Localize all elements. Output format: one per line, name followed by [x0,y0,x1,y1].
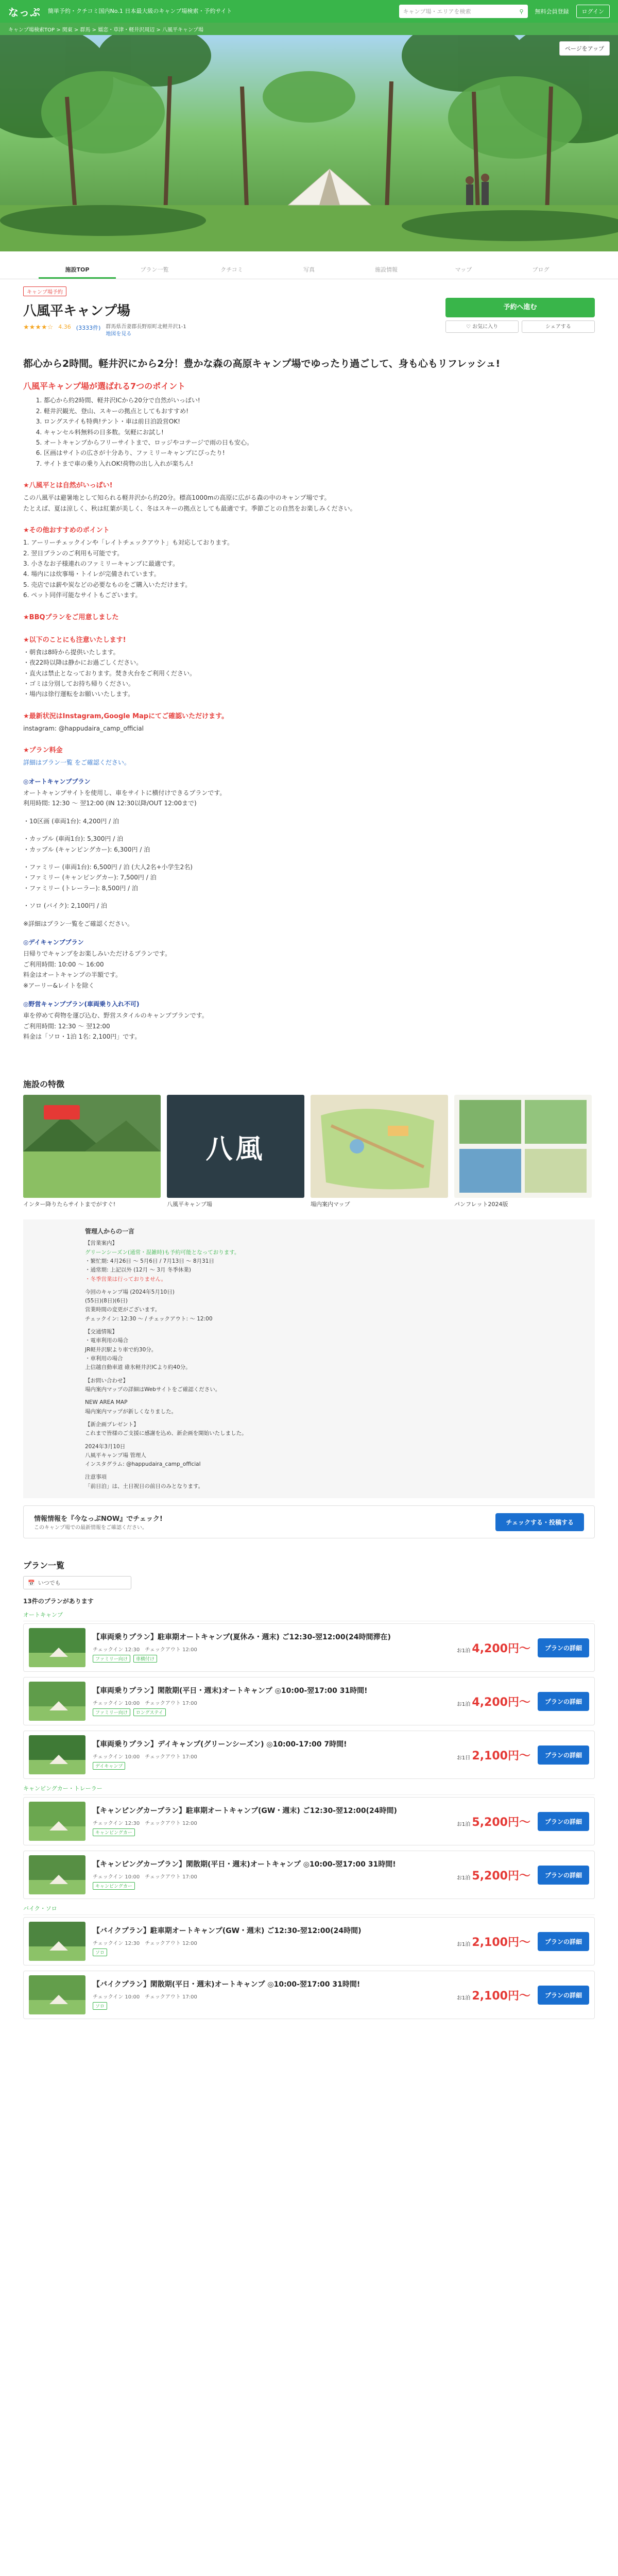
plan-checkin-times: チェックイン 10:00 チェックアウト 17:00 [93,1994,197,2000]
forest-photo [0,35,618,251]
notes-line: ・冬季営業は行っておりません。 [85,1276,167,1282]
plan-name[interactable]: 【バイクプラン】閑散期(平日・週末)オートキャンプ ◎10:00-翌17:00 31時間! [93,1980,360,1989]
block-line: 料金はオートキャンプの半額です。 [23,971,122,979]
plan-checkin-times: チェックイン 12:30 チェックアウト 12:00 [93,1647,197,1653]
breadcrumb[interactable]: キャンプ場検索TOP > 関東 > 群馬 > 嬬恋・草津・軽井沢周辺 > 八風平キャンプ場 [0,23,618,35]
date-filter-value: いつでも [38,1580,61,1587]
plan-info [93,1806,450,1836]
plan-tags [93,1708,450,1716]
list-item: 5. オートキャンプからフリーサイトまで、ロッジやコテージで雨の日も安心。 [44,437,595,448]
facility-card[interactable] [311,1095,448,1208]
plan-tags [93,1762,450,1770]
address-block [106,324,186,338]
section-title: ★以下のことにも注意いたします! [23,636,126,644]
plan-image [29,1628,85,1667]
facilities-row [23,1095,595,1208]
notes-line: ・車利用の場合 [85,1355,123,1362]
notes-line: これまで皆様のご支援に感謝を込め、新企画を開始いたしました。 [85,1430,247,1437]
spacer [23,911,595,919]
plan-price-value: 5,200円〜 [472,1816,530,1829]
plan-name[interactable]: 【バイクプラン】駐車期オートキャンプ(GW・週末) ご12:30-翌12:00(24時間) [93,1927,362,1936]
section-line: ・夜22時以降は静かにお過ごしください。 [23,659,143,667]
block-line: ・10区画 (車両1台): 4,200円 / 泊 [23,817,119,825]
spacer [85,1284,548,1288]
napnow-cta [23,1505,595,1538]
review-count-link[interactable]: (3333件) [76,325,101,331]
plan-tag: ファミリー向け [93,1655,130,1663]
hero-image [0,35,618,251]
tab-blog[interactable]: ブログ [532,266,550,273]
plan-detail-button[interactable]: プランの詳細 [538,1692,589,1711]
tab-photos[interactable]: 写真 [303,266,315,273]
notes-line: 上信越自動車道 碓氷軽井沢ICより約40分。 [85,1364,191,1371]
plan-tags [93,1882,450,1890]
tab-bar [0,261,618,279]
tab-facility-info[interactable]: 施設情報 [375,266,398,273]
plan-price [457,1934,530,1950]
notes-line: 「前日泊」は、土日祝日の前日のみとなります。 [85,1483,204,1489]
facility-image [23,1095,161,1198]
plans-title: プラン一覧 [23,1561,65,1571]
section-line: 1. アーリーチェックインや「レイトチェックアウト」も対応しております。 [23,539,234,547]
plan-tag: ソロ [93,2002,107,2010]
plan-image [29,1802,85,1841]
cta-subtitle: このキャンプ場での最新情報をご確認ください。 [34,1525,147,1531]
section-line: ・直火は禁止となっております。焚き火台をご利用ください。 [23,669,196,677]
facility-logo-text: 八風 [205,1133,266,1165]
plan-detail-button[interactable]: プランの詳細 [538,1812,589,1831]
plan-tag: デイキャンプ [93,1762,125,1770]
list-item: 7. サイトまで車の乗り入れOK!荷物の出し入れが楽ちん! [44,459,595,469]
list-item: 3. ロングステイも特典!テント・車は前日泊設営OK! [44,416,595,427]
notes-line: JR軽井沢駅より車で約30分。 [85,1346,157,1353]
facility-caption: インター降りたらサイトまでがすぐ! [23,1201,116,1208]
plan-groups [23,1611,595,2019]
list-item: 6. 区画はサイトの広さが十分あり、ファミリーキャンプにぴったり! [44,448,595,458]
plan-price-label: お1泊 [456,1875,471,1881]
plan-name[interactable]: 【キャンピングカープラン】駐車期オートキャンプ(GW・週末) ご12:30-翌12:00(24時間) [93,1807,397,1816]
plan-price-value: 5,200円〜 [472,1869,530,1883]
notes-line: 場内案内マップの詳細はWebサイトをご確認ください。 [85,1386,221,1393]
facility-caption: 場内案内マップ [311,1201,350,1208]
plan-tags [93,1948,450,1956]
plans-list [23,1576,595,2019]
list-item: 1. 都心から約2時間、軽井沢ICから20分で自然がいっぱい! [44,395,595,405]
block-line: 料金は「ソロ・1泊 1名: 2,100円」です。 [23,1033,141,1041]
plan-detail-button[interactable]: プランの詳細 [538,1866,589,1885]
plan-group-title: バイク・ソロ [23,1904,595,1915]
section-line: ・場内は徐行運転をお願いいたします。 [23,690,134,698]
plan-detail-button[interactable]: プランの詳細 [538,1986,589,2005]
spacer [85,1324,548,1328]
section-title: ★最新状況はInstagram,Google Mapにてご確認いただけます。 [23,712,229,720]
plan-image [29,1855,85,1894]
notes-line: 【新企画プレゼント】 [85,1421,139,1428]
plan-price-value: 2,100円〜 [472,1936,530,1949]
plan-price-label: お1日 [456,1755,471,1761]
register-link[interactable]: 無料会員登録 [535,8,569,15]
facility-card[interactable] [454,1095,592,1208]
site-tagline: 簡単予約・クチコミ国内No.1 日本最大級のキャンプ場検索・予約サイト [48,8,232,15]
fee-title: ★プラン料金 [23,747,63,755]
address-text: 群馬県吾妻郡長野原町北軽井沢1-1 [106,324,186,330]
rating-stars: ★★★★☆ [23,324,54,331]
tab-top[interactable]: 施設TOP [39,261,116,279]
plan-name[interactable]: 【キャンピングカープラン】閑散期(平日・週末)オートキャンプ ◎10:00-翌17:00 31時間! [93,1860,396,1869]
plan-price-label: お1泊 [456,1995,471,2001]
list-item: 4. キャンセル料無料の日多数。気軽にお試し! [44,427,595,437]
section-line: 5. 売店では薪や炭などの必要なものをご購入いただけます。 [23,581,192,588]
rating-value: 4.36 [58,324,71,330]
plan-group-title: オートキャンプ [23,1611,595,1621]
plan-price [457,1693,530,1709]
plan-detail-button[interactable]: プランの詳細 [538,1745,589,1765]
notes-title: 管理人からの一言 [85,1228,135,1235]
section-line: 4. 場内には炊事場・トイレが完備されています。 [23,570,160,578]
block-line: ・ソロ (バイク): 2,100円 / 泊 [23,902,107,910]
facility-image [311,1095,448,1198]
plan-price-value: 2,100円〜 [472,1749,530,1762]
plan-tags [93,2002,450,2010]
plan-checkin-times: チェックイン 12:30 チェックアウト 12:00 [93,1820,197,1826]
plan-count: 13件のプランがあります [23,1598,94,1605]
plan-card[interactable] [23,1677,595,1725]
notes-line: (55日)(8日)(6日) [85,1298,128,1304]
tab-reviews[interactable]: クチコミ [220,266,243,273]
section-line: この八風平は避暑地として知られる軽井沢から約20分。標高1000mの高原に広がる森の中のキャンプ場です。 [23,494,331,502]
facility-caption: 八風平キャンプ場 [167,1201,212,1208]
category-badge: キャンプ場予約 [23,286,66,296]
plan-price-value: 2,100円〜 [472,1989,530,2003]
plan-tags [93,1828,450,1836]
block-line: ・カップル (車両1台): 5,300円 / 泊 [23,835,124,843]
cta-button[interactable]: チェックする・投稿する [495,1513,584,1531]
block-line: ご利用時間: 10:00 〜 16:00 [23,960,104,968]
plan-tag: キャンピングカー [93,1882,135,1890]
block-line: 車を停めて荷物を運び込む、野営スタイルのキャンププランです。 [23,1012,208,1020]
description [23,355,595,1042]
section-line: ・朝食は8時から提供いたします。 [23,648,119,656]
plan-card[interactable] [23,1851,595,1899]
search-icon[interactable]: ⚲ [519,8,524,15]
plan-tags [93,1655,450,1663]
tab-map[interactable]: マップ [455,266,472,273]
notes-line: チェックイン: 12:30 〜 / チェックアウト: 〜 12:00 [85,1315,213,1322]
block-line: ※アーリー&レイトを除く [23,981,95,989]
plan-info [93,1926,450,1956]
plan-info [93,1633,450,1663]
facilities-title: 施設の特徴 [23,1079,65,1090]
plan-detail-button[interactable]: プランの詳細 [538,1638,589,1657]
spacer [85,1416,548,1420]
date-filter[interactable] [23,1576,131,1589]
section-line: ・ゴミは分別してお持ち帰りください。 [23,680,135,687]
notes-line: 【お問い合わせ】 [85,1377,128,1384]
plan-info [93,1740,450,1770]
plan-card[interactable] [23,1971,595,2019]
plan-price [457,1814,530,1829]
plan-info [93,1980,450,2010]
section-line: 2. 翌日プランのご利用も可能です。 [23,549,124,557]
facility-card[interactable] [167,1095,304,1208]
notes-line: 【営業案内】 [85,1240,117,1247]
notes-line: グリーンシーズン(通常・混雑時)も予約可能となっております。 [85,1249,240,1256]
plan-tag: ソロ [93,1948,107,1956]
plan-info [93,1686,450,1716]
plan-checkin-times: チェックイン 12:30 チェックアウト 12:00 [93,1940,197,1946]
plan-checkin-times: チェックイン 10:00 チェックアウト 17:00 [93,1700,197,1706]
spacer [85,1394,548,1398]
spacer [23,826,595,834]
plan-checkin-times: チェックイン 10:00 チェックアウト 17:00 [93,1754,197,1760]
block-line: ※詳細はプラン一覧をご確認ください。 [23,920,134,927]
spacer [23,893,595,901]
instagram-handle: instagram: @happudaira_camp_official [23,724,144,732]
hero-action-button[interactable]: ページをアップ [559,41,610,56]
block-line: ご利用時間: 12:30 〜 翌12:00 [23,1022,110,1030]
block-line: ・ファミリー (車両1台): 6,500円 / 泊 (大人2名+小学生2名) [23,863,193,871]
page-title: 八風平キャンプ場 [23,303,131,319]
spacer [23,855,595,862]
plan-tag: キャンピングカー [93,1828,135,1836]
plan-tag: ファミリー向け [93,1708,130,1716]
block-title: ◎デイキャンププラン [23,938,84,946]
notes-line: 場内案内マップが新しくなりました。 [85,1408,177,1415]
notes-line: 2024年3月10日 [85,1443,126,1450]
site-logo[interactable]: なっぷ [8,6,41,19]
share-button[interactable]: シェアする [522,320,595,333]
plan-card[interactable] [23,1623,595,1672]
block-title: ◎野営キャンププラン(車両乗り入れ不可) [23,1000,140,1008]
block-line: オートキャンプサイトを使用し、車をサイトに横付けできるプランです。 [23,789,226,797]
plan-image [29,1922,85,1961]
section-title: ★八風平とは自然がいっぱい! [23,482,113,490]
block-line: 利用時間: 12:30 〜 翌12:00 (IN 12:30以降/OUT 12:00まで) [23,800,197,807]
map-link[interactable]: 地図を見る [106,331,132,337]
plan-card[interactable] [23,1797,595,1845]
plan-group-title: キャンピングカー・トレーラー [23,1784,595,1795]
plan-price-value: 4,200円〜 [472,1642,530,1655]
spacer [85,1438,548,1443]
notes-body [85,1227,548,1491]
section-line: 6. ペット同伴可能なサイトもございます。 [23,591,142,599]
section-title: ★BBQプランをご用意しました [23,613,119,621]
block-line: ・ファミリー (キャンピングカー): 7,500円 / 泊 [23,874,157,882]
calendar-icon: 📅 [28,1579,35,1586]
plan-info [93,1860,450,1890]
plan-name[interactable]: 【車両乗りプラン】デイキャンプ(グリーンシーズン) ◎10:00-17:00 7時間! [93,1740,347,1749]
plan-price-label: お1泊 [456,1941,471,1947]
plan-name[interactable]: 【車両乗りプラン】閑散期(平日・週末)オートキャンプ ◎10:00-翌17:00 31時間! [93,1687,368,1696]
spacer [23,809,595,816]
top-header [0,0,618,23]
section-line: たとえば、夏は涼しく、秋は紅葉が美しく、冬はスキーの拠点としても最適です。季節ごとの自然をお楽しみください。 [23,504,356,512]
notes-line: インスタグラム: @happudaira_camp_official [85,1461,201,1468]
plan-card[interactable] [23,1917,595,1965]
notes-line: ・電車利用の場合 [85,1337,128,1344]
reserve-box [445,298,595,333]
spacer [85,1469,548,1473]
notes-line: NEW AREA MAP [85,1399,128,1406]
plan-tag: ロングステイ [133,1708,166,1716]
plans-link[interactable]: 詳細はプラン一覧 をご確認ください。 [23,759,130,767]
plan-card[interactable] [23,1731,595,1779]
tab-plans[interactable]: プラン一覧 [140,266,169,273]
plan-price-value: 4,200円〜 [472,1696,530,1709]
reserve-sub-actions [445,320,595,333]
facility-image [454,1095,592,1198]
facility-image [167,1095,304,1198]
notes-line: ・通常期: 上記以外 (12月 〜 3月 冬季休業) [85,1267,191,1274]
block-line: ・ファミリー (トレーラー): 8,500円 / 泊 [23,884,138,892]
reserve-button[interactable]: 予約へ進む [445,298,595,317]
facility-card[interactable] [23,1095,161,1208]
plan-name[interactable]: 【車両乗りプラン】駐車期オートキャンプ(夏休み・週末) ご12:30-翌12:00(24時間滞在) [93,1633,391,1642]
plan-price [457,1987,530,2003]
points-title: 八風平キャンプ場が選ばれる7つのポイント [23,381,186,392]
manager-notes [23,1219,595,1498]
block-line: 日帰りでキャンプをお楽しみいただけるプランです。 [23,950,171,958]
plan-price-label: お1泊 [456,1821,471,1827]
login-button[interactable]: ログイン [576,5,610,18]
points-list [23,395,595,469]
plan-tag: 車横付け [133,1655,157,1663]
plan-checkin-times: チェックイン 10:00 チェックアウト 17:00 [93,1874,197,1880]
plan-price-label: お1泊 [456,1648,471,1654]
section-title: ★その他おすすめのポイント [23,527,110,535]
block-title: ◎オートキャンププラン [23,777,91,785]
plan-price-label: お1泊 [456,1701,471,1707]
search-placeholder: キャンプ場・エリアを検索 [403,8,471,15]
notes-line: 八風平キャンプ場 管理人 [85,1452,146,1459]
notes-line: 【交通情報】 [85,1329,117,1335]
lead-text: 都心から2時間。軽井沢にから2分！豊かな森の高原キャンプ場でゆったり過ごして、身も心もリフレッシュ! [23,358,501,369]
plan-price [457,1747,530,1763]
plan-detail-button[interactable]: プランの詳細 [538,1932,589,1951]
spacer [85,1372,548,1377]
notes-line: ・繁忙期: 4月26日 〜 5月6日 / 7月13日 〜 8月31日 [85,1258,214,1264]
block-line: ・カップル (キャンピングカー): 6,300円 / 泊 [23,845,150,853]
facility-caption: パンフレット2024版 [454,1201,508,1208]
favorite-button[interactable]: ♡ お気に入り [445,320,519,333]
plan-price [457,1867,530,1883]
list-item: 2. 軽井沢観光、登山、スキーの拠点としてもおすすめ! [44,406,595,416]
plan-price [457,1640,530,1656]
plan-image [29,1682,85,1721]
notes-line: 営業時間の変更がございます。 [85,1307,161,1313]
cta-title: 情報情報を『今なっぷNOW』でチェック! [34,1515,163,1523]
plan-image [29,1735,85,1774]
plan-image [29,1975,85,2014]
notes-line: 注意事項 [85,1474,107,1481]
camp-header [23,286,595,348]
section-line: 3. 小さなお子様連れのファミリーキャンプに最適です。 [23,560,179,567]
notes-line: 今回のキャンプ場 (2024年5月10日) [85,1289,175,1295]
search-input[interactable] [399,5,528,18]
